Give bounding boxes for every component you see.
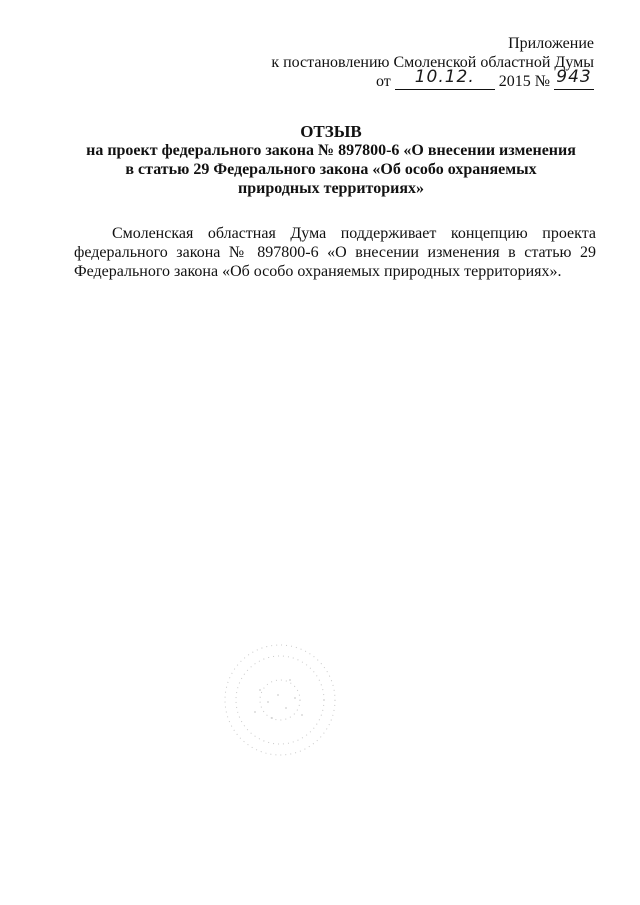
annex-date-line bbox=[234, 67, 594, 91]
faint-stamp-seal bbox=[220, 640, 340, 760]
handwritten-date: 10.12. bbox=[414, 67, 475, 87]
year-and-number-label: 2015 № bbox=[498, 73, 550, 90]
document-heading bbox=[60, 122, 602, 198]
heading-line-3: природных территориях» bbox=[238, 180, 424, 197]
body-paragraph: Смоленская областная Дума поддерживает концепцию проекта федерального закона № 897800-6 «О внесении изменения в статью 29 Федерального закона «Об особо охраняемых природных территориях». bbox=[74, 225, 596, 280]
heading-line-2: в статью 29 Федерального закона «Об особо охраняемых bbox=[125, 161, 537, 178]
annex-reference: к постановлению Смоленской областной Думы bbox=[271, 54, 594, 71]
date-prefix: от bbox=[375, 73, 391, 90]
document-title: ОТЗЫВ bbox=[300, 122, 362, 141]
heading-line-1: на проект федерального закона № 897800-6 «О внесении изменения bbox=[86, 142, 576, 159]
annex-block bbox=[234, 34, 594, 91]
annex-title: Приложение bbox=[508, 35, 594, 52]
number-field bbox=[554, 67, 594, 90]
date-field bbox=[395, 67, 495, 90]
handwritten-number: 943 bbox=[556, 67, 592, 87]
